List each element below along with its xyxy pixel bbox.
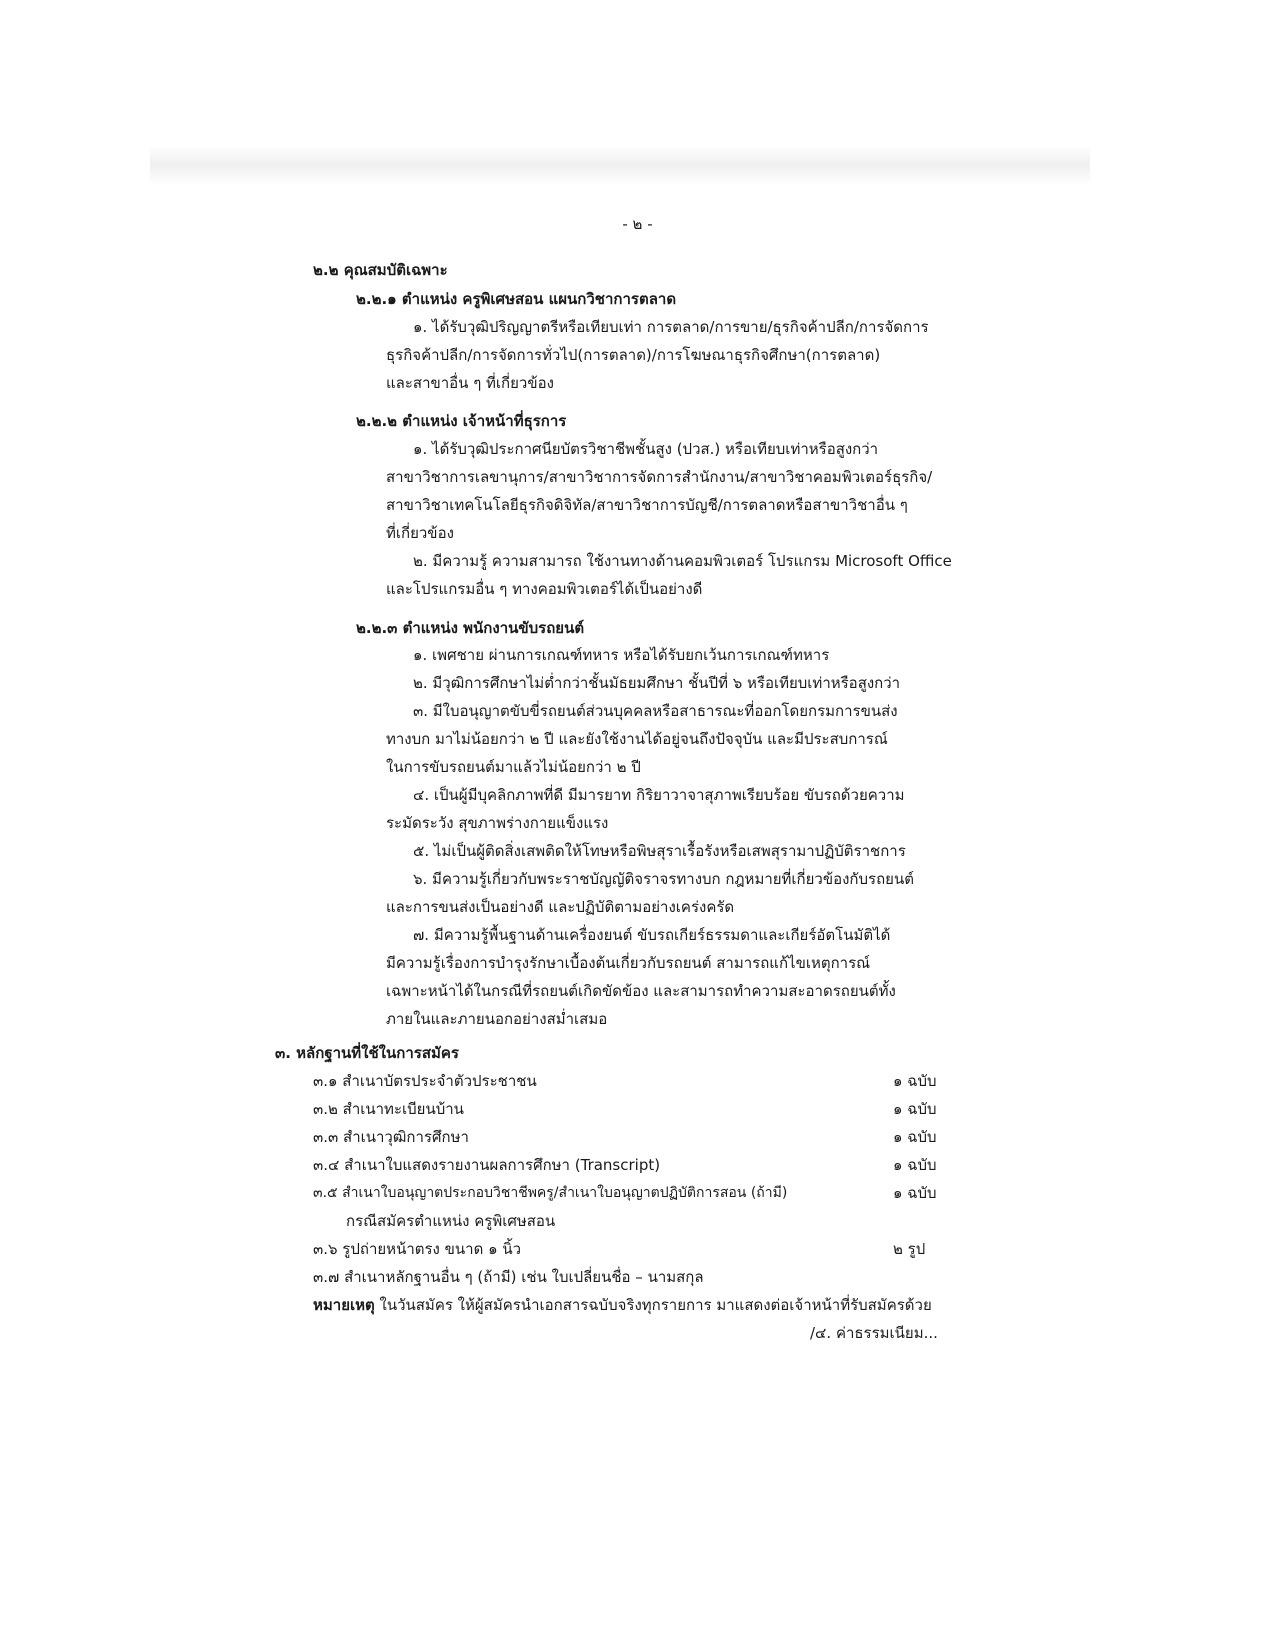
position-3-line: ๕. ไม่เป็นผู้ติดสิ่งเสพติดให้โทษหรือพิษสุราเรื้อรังหรือเสพสุรามาปฏิบัติราชการ bbox=[413, 842, 906, 860]
document-item: ๓.๕ สำเนาใบอนุญาตประกอบวิชาชีพครู/สำเนาใบอนุญาตปฏิบัติการสอน (ถ้ามี) bbox=[313, 1185, 788, 1201]
document-quantity: ๑ ฉบับ bbox=[893, 1184, 937, 1202]
document-item: ๓.๓ สำเนาวุฒิการศึกษา bbox=[313, 1128, 469, 1146]
document-item: ๓.๖ รูปถ่ายหน้าตรง ขนาด ๑ นิ้ว bbox=[313, 1240, 522, 1258]
position-2-line: ๒. มีความรู้ ความสามารถ ใช้งานทางด้านคอมพิวเตอร์ โปรแกรม Microsoft Office bbox=[413, 552, 952, 570]
position-3-line: ๑. เพศชาย ผ่านการเกณฑ์ทหาร หรือได้รับยกเว้นการเกณฑ์ทหาร bbox=[413, 646, 830, 664]
section-heading-2-2: ๒.๒ คุณสมบัติเฉพาะ bbox=[313, 261, 448, 279]
position-heading-2-2-3: ๒.๒.๓ ตำแหน่ง พนักงานขับรถยนต์ bbox=[356, 619, 585, 637]
position-3-line: ภายในและภายนอกอย่างสม่ำเสมอ bbox=[386, 1010, 608, 1028]
position-3-line: และการขนส่งเป็นอย่างดี และปฏิบัติตามอย่างเคร่งครัด bbox=[386, 898, 735, 916]
position-1-line: ธุรกิจค้าปลีก/การจัดการทั่วไป(การตลาด)/การโฆษณาธุรกิจศึกษา(การตลาด) bbox=[386, 346, 881, 364]
position-2-line: ที่เกี่ยวข้อง bbox=[386, 524, 454, 542]
position-2-line: ๑. ได้รับวุฒิประกาศนียบัตรวิชาชีพชั้นสูง (ปวส.) หรือเทียบเท่าหรือสูงกว่า bbox=[413, 440, 879, 458]
section-heading-3: ๓. หลักฐานที่ใช้ในการสมัคร bbox=[275, 1044, 459, 1062]
position-2-line: สาขาวิชาการเลขานุการ/สาขาวิชาการจัดการสำนักงาน/สาขาวิชาคอมพิวเตอร์ธุรกิจ/ bbox=[386, 468, 933, 486]
position-2-line: และโปรแกรมอื่น ๆ ทางคอมพิวเตอร์ได้เป็นอย่างดี bbox=[386, 580, 703, 598]
page-number: - ๒ - bbox=[622, 215, 653, 233]
position-1-line: ๑. ได้รับวุฒิปริญญาตรีหรือเทียบเท่า การตลาด/การขาย/ธุรกิจค้าปลีก/การจัดการ bbox=[413, 318, 929, 336]
note-label: หมายเหตุ bbox=[313, 1296, 375, 1314]
document-item: ๓.๔ สำเนาใบแสดงรายงานผลการศึกษา (Transcript) bbox=[313, 1156, 661, 1174]
position-heading-2-2-1: ๒.๒.๑ ตำแหน่ง ครูพิเศษสอน แผนกวิชาการตลาด bbox=[356, 290, 677, 308]
document-item-continuation: กรณีสมัครตำแหน่ง ครูพิเศษสอน bbox=[346, 1212, 556, 1230]
note-text: ในวันสมัคร ให้ผู้สมัครนำเอกสารฉบับจริงทุกรายการ มาแสดงต่อเจ้าหน้าที่รับสมัครด้วย bbox=[374, 1296, 932, 1314]
position-3-line: เฉพาะหน้าได้ในกรณีที่รถยนต์เกิดขัดข้อง และสามารถทำความสะอาดรถยนต์ทั้ง bbox=[386, 982, 896, 1000]
position-3-line: ๓. มีใบอนุญาตขับขี่รถยนต์ส่วนบุคคลหรือสาธารณะที่ออกโดยกรมการขนส่ง bbox=[413, 702, 898, 720]
position-heading-2-2-2: ๒.๒.๒ ตำแหน่ง เจ้าหน้าที่ธุรการ bbox=[356, 412, 567, 430]
scan-shadow-band bbox=[150, 145, 1090, 185]
position-3-line: ระมัดระวัง สุขภาพร่างกายแข็งแรง bbox=[386, 814, 609, 832]
position-3-line: ทางบก มาไม่น้อยกว่า ๒ ปี และยังใช้งานได้อยู่จนถึงปัจจุบัน และมีประสบการณ์ bbox=[386, 730, 888, 748]
position-3-line: ๖. มีความรู้เกี่ยวกับพระราชบัญญัติจราจรทางบก กฎหมายที่เกี่ยวข้องกับรถยนต์ bbox=[413, 870, 914, 888]
document-quantity: ๑ ฉบับ bbox=[893, 1072, 937, 1090]
document-item: ๓.๑ สำเนาบัตรประจำตัวประชาชน bbox=[313, 1072, 537, 1090]
document-item: ๓.๗ สำเนาหลักฐานอื่น ๆ (ถ้ามี) เช่น ใบเปลี่ยนชื่อ – นามสกุล bbox=[313, 1268, 704, 1286]
position-2-line: สาขาวิชาเทคโนโลยีธุรกิจดิจิทัล/สาขาวิชาการบัญชี/การตลาดหรือสาขาวิชาอื่น ๆ bbox=[386, 496, 908, 514]
position-3-line: ๔. เป็นผู้มีบุคลิกภาพที่ดี มีมารยาท กิริยาวาจาสุภาพเรียบร้อย ขับรถด้วยความ bbox=[413, 786, 905, 804]
position-3-line: ๗. มีความรู้พื้นฐานด้านเครื่องยนต์ ขับรถเกียร์ธรรมดาและเกียร์อัตโนมัติได้ bbox=[413, 926, 891, 944]
position-3-line: มีความรู้เรื่องการบำรุงรักษาเบื้องต้นเกี่ยวกับรถยนต์ สามารถแก้ไขเหตุการณ์ bbox=[386, 954, 871, 972]
note bbox=[313, 1294, 932, 1316]
document-quantity: ๑ ฉบับ bbox=[893, 1156, 937, 1174]
position-3-line: ๒. มีวุฒิการศึกษาไม่ต่ำกว่าชั้นมัธยมศึกษา ชั้นปีที่ ๖ หรือเทียบเท่าหรือสูงกว่า bbox=[413, 674, 901, 692]
continuation-marker: /๔. ค่าธรรมเนียม... bbox=[810, 1324, 938, 1342]
document-quantity: ๒ รูป bbox=[893, 1240, 926, 1258]
position-3-line: ในการขับรถยนต์มาแล้วไม่น้อยกว่า ๒ ปี bbox=[386, 758, 641, 776]
document-quantity: ๑ ฉบับ bbox=[893, 1128, 937, 1146]
position-1-line: และสาขาอื่น ๆ ที่เกี่ยวข้อง bbox=[386, 374, 554, 392]
document-item: ๓.๒ สำเนาทะเบียนบ้าน bbox=[313, 1100, 464, 1118]
document-quantity: ๑ ฉบับ bbox=[893, 1100, 937, 1118]
